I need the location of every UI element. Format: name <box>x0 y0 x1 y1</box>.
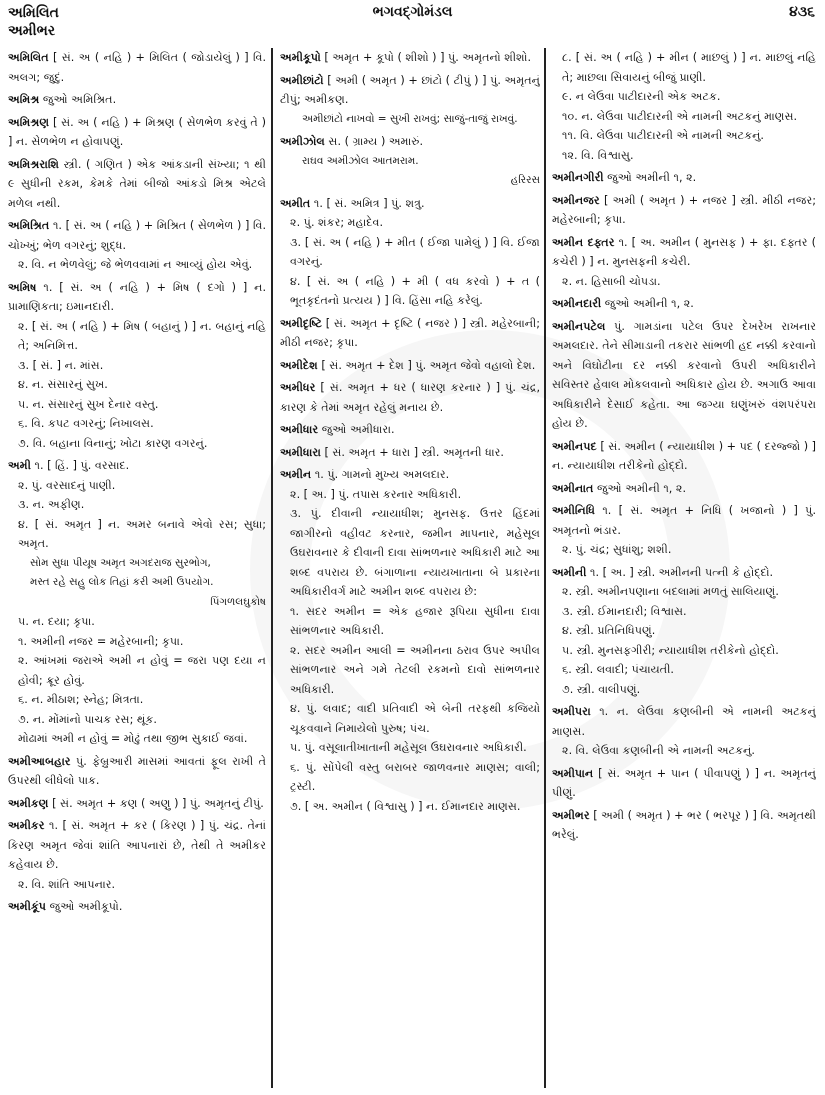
dictionary-entry <box>552 501 816 560</box>
definition: ૧. [ સં. અ ( નહિ ) + મિશ્રિત ( સેળભેળ ) ] વિ. ચોખ્ખું; ભેળ વગરનું; શુદ્ધ. <box>8 219 266 252</box>
entry-line <box>280 48 540 68</box>
sense: ૬. ન. મીઠાશ; સ્નેહ; મિત્રતા. <box>18 693 144 706</box>
quotation-line: અમીછાંટો નાખવો = સુખી રાખવું; સાજું-તાજું રાખવું. <box>302 112 518 125</box>
dictionary-entry <box>552 437 816 476</box>
entry-line <box>8 216 266 255</box>
definition: [ સં. અમૃત + ધારા ] સ્ત્રી. અમૃતની ધાર. <box>324 445 504 459</box>
headword: અમીકૂપો <box>280 51 321 64</box>
definition: ૧. [ અ. અમીન ( મુનસફ ) + ફા. દફ્તર ( કચેરી ) ] ન. મુનસફની કચેરી. <box>552 235 816 268</box>
definition: [ અમૃત + કૂપો ( શીશો ) ] પું. અમૃતનો શીશો. <box>324 51 532 64</box>
entry-line <box>8 90 266 110</box>
dictionary-entry <box>8 155 266 214</box>
definition: [ સં. અ ( નહિ ) + મિલિત ( જોડાયેલું ) ] વિ. અલગ; જુદું. <box>8 51 266 84</box>
definition: [ સં. અ ( નહિ ) + મિશ્રણ ( સેળભેળ કરવું તે ) ] ન. સેળભેળ ન હોવાપણું. <box>8 115 266 148</box>
column-2 <box>280 48 540 1095</box>
headword: અમિશ્રિત <box>8 219 50 232</box>
quotation-line: મસ્ત રહે સહુ લોક તિહાં કરી અમી ઉપયોગ. <box>30 576 214 588</box>
entry-line <box>552 702 816 741</box>
definition: ૧. [ અ. ] સ્ત્રી. અમીનની પત્ની કે હોદ્દો. <box>590 565 774 579</box>
quotation-line: સોમ સુધા પીયૂષ અમૃત અગદરાજ સુરભોગ, <box>30 556 211 569</box>
dictionary-entry <box>552 806 816 845</box>
dictionary-entry <box>280 356 540 376</box>
definition: ૧. [ સં. અમૃત + કર ( કિરણ ) ] પું. ચંદ્ર. તેનાં કિરણ અમૃત જેવાં શાંતિ આપનારાં છે, તેથી તે અમીકર કહેવાય છે. <box>8 819 266 871</box>
headword: અમીપાન <box>552 766 594 780</box>
definition: [ અમી ( અમૃત ) + છાંટો ( ટીપું ) ] પું. અમૃતનું ટીપું; અમીકણ. <box>280 73 540 106</box>
dictionary-entry <box>280 71 540 130</box>
entry-line <box>280 378 540 417</box>
headword: અમીનગીરી <box>552 171 604 184</box>
sense: ૭. સ્ત્રી. વાલીપણું. <box>562 682 641 696</box>
definition: ૧. [ સં. અમૃત + નિધિ ( ખજાનો ) ] પું. અમૃતનો ભંડાર. <box>552 504 816 537</box>
headword: અમીપરા <box>552 705 591 718</box>
definition: જુઓ અમિશ્રિત. <box>42 93 117 106</box>
sense: ૨. [ સં. અ ( નહિ ) + મિષ ( બહાનું ) ] ન. બહાનું નહિ તે; અનિમિત્ત. <box>18 319 266 352</box>
headword: અમિષ <box>8 280 37 294</box>
sense: મોઢામાં અમી ન હોવું = મોઢું તથા જીભ સુકાઈ જવાં. <box>18 732 248 745</box>
headword: અમીનજર <box>552 193 600 207</box>
dictionary-entry <box>280 314 540 353</box>
headword: અમીન દફ્તર <box>552 235 615 249</box>
entry-line <box>8 794 266 814</box>
dictionary-entry <box>8 752 266 791</box>
dictionary-entry <box>280 48 540 68</box>
dictionary-entry <box>8 113 266 152</box>
headword: અમીન <box>280 468 312 481</box>
definition: સ્ત્રી. ( ગણિત ) એક આંકડાની સંખ્યા; ૧ થી ૯ સુધીની રકમ, કેમકે તેમાં બીજો આંકડો મિશ્ર એટલે મળેલ નથી. <box>8 157 266 210</box>
dictionary-entry <box>8 278 266 454</box>
definition: [ સં. અમૃત + ધર ( ધારણ કરનાર ) ] પું. ચંદ્ર, કારણ કે તેમાં અમૃત રહેલું મનાય છે. <box>280 381 540 414</box>
entry-line <box>8 816 266 875</box>
definition: [ સં. અમૃત + પાન ( પીવાપણું ) ] ન. અમૃતનું પીણું. <box>552 766 816 799</box>
definition: ૧. ન. લેઉવા કણબીની એ નામની અટકનું માણસ. <box>552 705 816 738</box>
headword: અમીની <box>552 565 587 579</box>
sense: ૬. સ્ત્રી. લવાદી; પંચાયતી. <box>562 663 674 676</box>
sense: ૨. વિ. લેઉવા કણબીની એ નામની અટકનું. <box>562 744 755 757</box>
entry-line <box>552 501 816 540</box>
dictionary-entry <box>552 479 816 499</box>
entry-line <box>552 806 816 845</box>
sense: ૫. ન. સંસારનું સુખ દેનાર વસ્તુ. <box>18 397 159 411</box>
definition: પું. ફેબ્રુઆરી માસમાં આવતાં ફૂલ રાખી તે ઉપરથી લીધેલો પાક. <box>8 754 266 787</box>
dictionary-entry <box>8 794 266 814</box>
dictionary-entry <box>280 132 540 191</box>
headword: અમીકૂંપ <box>8 900 47 913</box>
entry-line <box>552 479 816 499</box>
headword: અમીઆબહાર <box>8 754 71 768</box>
definition: પું. ગામડાંના પટેલ ઉપર દેખરેખ રાખનાર અમલદાર. તેને સીમાડાની તકરાર સાંભળી હદ નક્કી કરવાનો અને વિઘોટીના દર નક્કી કરવાનો ઉપરી અધિકારીને સવિસ્તર હેવાલ મોકલવાનો અધિકાર હોય છે. અગાઉ આવા અધિકારીને દેસાઈ કહેતા. આ જગ્યા ઘણુંખરું વંશપરંપરા હોય છે. <box>552 319 816 430</box>
dictionary-entry <box>8 90 266 110</box>
page-number: ૪૩૬ <box>789 4 815 20</box>
sense: ૨. આંખમાં જરાએ અમી ન હોવું = જરા પણ દયા ન હોવી; ક્રૂર હોવું. <box>18 654 266 687</box>
definition: જુઓ અમીની ૧, ૨. <box>596 481 687 495</box>
dictionary-entry <box>280 420 540 440</box>
dictionary-entry <box>8 456 266 749</box>
sense: ૨. વિ. ન ભેળવેલું; જે ભેળવવામાં ન આવ્યું હોય એવું. <box>18 258 253 271</box>
dictionary-entry <box>280 378 540 417</box>
headword: અમીધાર <box>280 423 319 436</box>
entry-line <box>8 897 266 917</box>
sense: ૭. ન. મોંમાંનો પાચક રસ; થૂંક. <box>18 712 157 726</box>
entry-line <box>280 71 540 110</box>
dictionary-entry <box>552 702 816 761</box>
dictionary-entry <box>280 194 540 311</box>
headword: અમીદૃષ્ટિ <box>280 316 322 330</box>
entry-line <box>280 132 540 152</box>
sense: ૧૧. વિ. લેઉવા પાટીદારની એ નામની અટકનું. <box>562 129 764 142</box>
dictionary-entry <box>552 168 816 188</box>
sense: ૮. [ સં. અ ( નહિ ) + મીન ( માછલું ) ] ન. માછલું નહિ તે; માછલા સિવાયનું બીજું પ્રાણી. <box>562 51 816 84</box>
sense: ૨. પું. વરસાદનું પાણી. <box>18 478 116 492</box>
sense: ૨. વિ. શાંતિ આપનાર. <box>18 877 116 891</box>
column-divider <box>271 48 273 1088</box>
sense: ૫. સ્ત્રી. મુનસફગીરી; ન્યાયાધીશ તરીકેનો હોદ્દો. <box>562 643 779 657</box>
sense: ૧૨. વિ. વિશ્વાસુ. <box>562 148 634 162</box>
headword: અમીકણ <box>8 796 49 810</box>
column-1 <box>8 48 266 1095</box>
sense: ૪. સ્ત્રી. પ્રતિનિધિપણું. <box>562 624 656 637</box>
column-divider <box>544 48 546 1088</box>
dictionary-entry <box>552 764 816 803</box>
definition: [ અમી ( અમૃત ) + ભર ( ભરપૂર ) ] વિ. અમૃતથી ભરેલું. <box>552 808 816 841</box>
sense: ૯. ન લેઉવા પાટીદારની એક અટક. <box>562 90 721 103</box>
dictionary-entry <box>552 563 816 700</box>
definition: [ સં. અમૃત + દૃષ્ટિ ( નજર ) ] સ્ત્રી. મહેરબાની; મીઠી નજર; કૃપા. <box>280 316 540 349</box>
entry-line <box>552 294 816 314</box>
sense: ૪. [ સં. અમૃત ] ન. અમર બનાવે એવો રસ; સુધા; અમૃત. <box>18 517 266 550</box>
entry-line <box>552 437 816 476</box>
dictionary-entry <box>552 233 816 292</box>
entry-line <box>8 113 266 152</box>
entry-line <box>8 456 266 476</box>
definition: જુઓ અમીની ૧, ૨. <box>607 171 697 184</box>
headword: અમિશ્રણ <box>8 115 50 129</box>
sense: ૨. સ્ત્રી. અમીનપણાના બદલામાં મળતું સાલિયાણું. <box>562 585 779 598</box>
entry-line <box>280 465 540 485</box>
sense: ૨. સદર અમીન આલી = અમીનના ઠરાવ ઉપર અપીલ સાંભળનાર અને ગમે તેટલી રકમનો દાવો સાંભળનાર અધિકારી. <box>290 643 540 696</box>
sense: ૪. [ સં. અ ( નહિ ) + મી ( વધ કરવો ) + ત ( ભૂતકૃદંતનો પ્રત્યય ) ] વિ. હિંસા નહિ કરેલું. <box>290 274 540 307</box>
definition: જુઓ અમીની ૧, ૨. <box>604 297 694 310</box>
definition: [ સં. અમીન ( ન્યાયાધીશ ) + પદ ( દરજ્જો ) ] ન. ન્યાયાધીશ તરીકેનો હોદ્દો. <box>552 439 816 472</box>
dictionary-entry <box>280 465 540 816</box>
sense: ૨. પું. ચંદ્ર; સુધાંશુ; શશી. <box>562 543 672 556</box>
definition: [ સં. અમૃત + કણ ( અણુ ) ] પું. અમૃતનું ટીપું. <box>52 796 264 810</box>
entry-line <box>552 563 816 583</box>
entry-line <box>8 48 266 87</box>
dictionary-entry <box>8 816 266 894</box>
headword: અમીનપટેલ <box>552 319 606 333</box>
definition: ૧. [ સં. અ ( નહિ ) + મિષ ( દગો ) ] ન. પ્રામાણિકતા; ઇમાનદારી. <box>8 280 266 313</box>
sense: ૫. પું. વસૂલાતીખાતાની મહેસૂલ ઉઘરાવનાર અધિકારી. <box>290 741 527 754</box>
entry-line <box>280 194 540 214</box>
dictionary-entry <box>8 216 266 275</box>
headword: અમીનાત <box>552 481 594 495</box>
sense: ૭. [ અ. અમીન ( વિશ્વાસુ ) ] ન. ઈમાનદાર માણસ. <box>290 799 521 813</box>
guide-word-last: અમીભર <box>8 23 56 39</box>
entry-line <box>552 764 816 803</box>
page-header <box>0 0 825 46</box>
sense: ૬. વિ. કપટ વગરનું; નિખાલસ. <box>18 417 154 430</box>
sense: ૧. સદર અમીન = એક હજાર રૂપિયા સુધીના દાવા સાંભળનાર અધિકારી. <box>290 604 540 637</box>
definition: [ સં. અમૃત + દેશ ] પું. અમૃત જેવો વહાલો દેશ. <box>321 358 536 372</box>
entry-line <box>280 420 540 440</box>
sense: ૪. પું. લવાદ; વાદી પ્રતિવાદી એ બેની તરફથી કજિયો ચૂકવવાને નિમાયેલો પુરુષ; પંચ. <box>290 702 540 735</box>
headword: અમીનદારી <box>552 297 602 310</box>
sense: ૩. સ્ત્રી. ઈમાનદારી; વિશ્વાસ. <box>562 604 687 618</box>
sense: ૨. [ અ. ] પું. તપાસ કરનાર અધિકારી. <box>290 487 462 501</box>
headword: અમિશ્રરાશિ <box>8 157 60 171</box>
quotation-source: હરિરસ <box>510 174 540 186</box>
sense: ૬. પું. સોંપેલી વસ્તુ બરાબર જાળવનાર માણસ; વાલી; ટ્રસ્ટી. <box>290 760 540 793</box>
headword: અમીનિધિ <box>552 504 596 517</box>
entry-line <box>552 168 816 188</box>
headword: અમીદેશ <box>280 358 318 372</box>
quotation-line: રાઘવ અમીઝોલ આતમરામ. <box>302 154 419 167</box>
sense: ૩. પું. દીવાની ન્યાયાધીશ; મુનસફ. ઉત્તર હિંદમાં જાગીરનો વહીવટ કરનાર, જમીન માપનાર, મહેસૂલ ઉઘરાવનાર કે દીવાની દાવા સાંભળનાર અધિકારી માટે આ શબ્દ વપરાય છે. બંગાળાના ન્યાયખાતાના બે પ્રકારના અધિકારીવર્ગ માટે અમીન શબ્દ વપરાય છે: <box>290 507 540 598</box>
headword: અમીત <box>280 196 311 210</box>
sense: ૩. [ સં. અ ( નહિ ) + મીત ( ઈજા પામેલું ) ] વિ. ઈજા વગરનું. <box>290 235 540 268</box>
sense: ૪. ન. સંસારનું સુખ. <box>18 378 108 391</box>
definition: જુઓ અમીધારા. <box>321 423 395 436</box>
entry-line <box>552 317 816 434</box>
headword: અમીઝોલ <box>280 135 325 148</box>
entry-line <box>280 314 540 353</box>
headword: અમિલિત <box>8 51 49 64</box>
column-3 <box>552 48 816 1095</box>
entry-line <box>8 278 266 317</box>
dictionary-entry <box>552 191 816 230</box>
dictionary-entry <box>8 897 266 917</box>
headword: અમીધારા <box>280 445 321 459</box>
entry-line <box>552 233 816 272</box>
definition: જુઓ અમીકૂપો. <box>49 900 123 913</box>
definition: ૧. પું. ગામનો મુખ્ય અમલદાર. <box>314 468 450 481</box>
headword: અમીભર <box>552 808 590 822</box>
dictionary-entry <box>280 443 540 463</box>
headword: અમીછાંટો <box>280 73 324 87</box>
headword: અમીકર <box>8 819 45 832</box>
sense: ૩. ન. અફીણ. <box>18 498 85 511</box>
dictionary-entry <box>552 48 816 165</box>
quotation-source: પિંગળલઘુકોષ <box>210 595 266 608</box>
sense: ૧. અમીની નજર = મહેરબાની; કૃપા. <box>18 634 184 648</box>
definition: ૧. [ સં. અમિત્ર ] પું. શત્રુ. <box>313 196 425 210</box>
entry-line <box>8 155 266 214</box>
dictionary-entry <box>552 294 816 314</box>
definition: [ અમી ( અમૃત ) + નજર ] સ્ત્રી. મીઠી નજર; મહેરબાની; કૃપા. <box>552 193 816 226</box>
dictionary-entry <box>8 48 266 87</box>
sense: ૩. [ સં. ] ન. માંસ. <box>18 358 104 372</box>
sense: ૭. વિ. બહાના વિનાનું; ખોટા કારણ વગરનું. <box>18 436 208 450</box>
headword: અમીનપદ <box>552 439 597 453</box>
entry-line <box>8 752 266 791</box>
headword: અમી <box>8 459 31 472</box>
entry-line <box>552 191 816 230</box>
sense: ૨. ન. હિસાબી ચોપડા. <box>562 274 661 288</box>
headword: અમીધર <box>280 381 316 394</box>
guide-word-first: અમિલિત <box>8 5 59 21</box>
running-title: ભગવદ્ગોમંડલ <box>372 4 453 20</box>
sense: ૧૦. ન. લેઉવા પાટીદારની એ નામની અટકનું માણસ. <box>562 109 798 123</box>
dictionary-entry <box>552 317 816 434</box>
sense: ૫. ન. દયા; કૃપા. <box>18 615 95 628</box>
sense: ૨. પું. શંકર; મહાદેવ. <box>290 216 384 229</box>
entry-line <box>280 356 540 376</box>
definition: ૧. [ હિં. ] પું. વરસાદ. <box>34 459 130 472</box>
entry-line <box>280 443 540 463</box>
headword: અમિશ્ર <box>8 93 40 106</box>
definition: સ. ( ગ્રામ્ય ) અમારું. <box>328 135 424 148</box>
